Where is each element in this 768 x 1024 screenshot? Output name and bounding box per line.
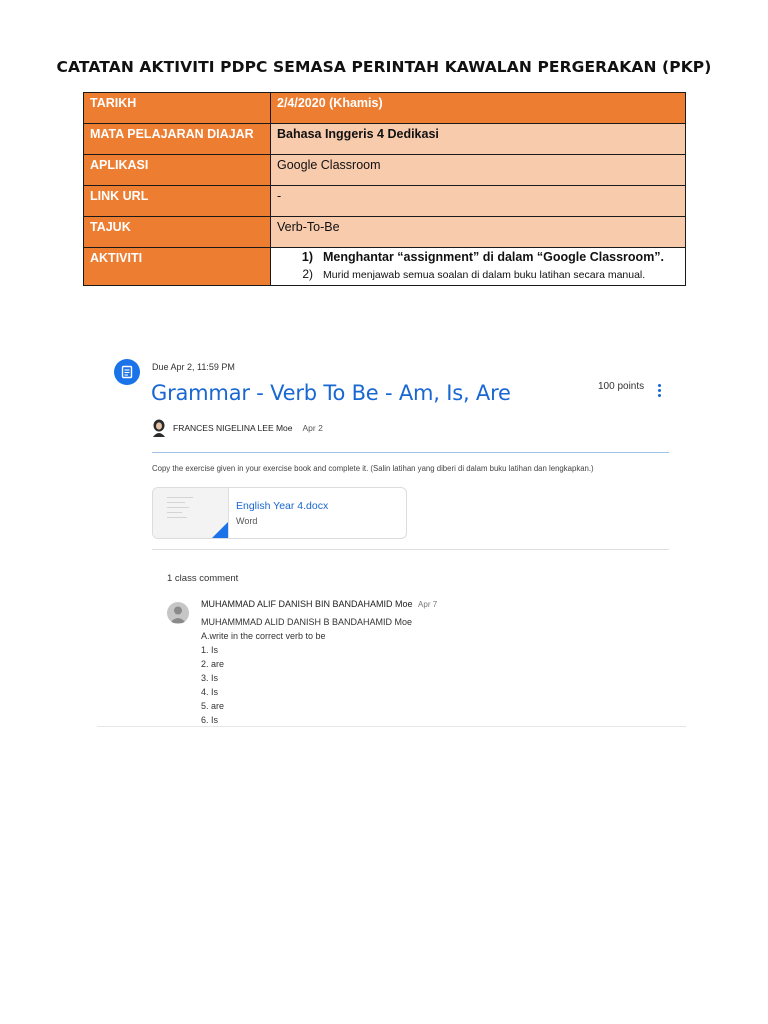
author-row — [151, 419, 323, 437]
comment-header — [201, 599, 437, 609]
word-corner-icon — [212, 522, 228, 538]
table-row-topic — [84, 217, 686, 248]
document-thumbnail — [153, 488, 229, 538]
list-item — [277, 266, 679, 284]
comment-line: 3. Is — [201, 673, 219, 683]
list-number: 1) — [301, 250, 313, 264]
due-date: Due Apr 2, 11:59 PM — [152, 362, 235, 372]
divider — [152, 549, 669, 550]
comment-date: Apr 7 — [418, 600, 438, 609]
row-value: 2/4/2020 (Khamis) — [271, 93, 686, 124]
divider — [152, 452, 669, 453]
table-row-subject — [84, 124, 686, 155]
table-row-activity — [84, 248, 686, 286]
list-item — [277, 249, 679, 266]
row-value: Google Classroom — [271, 155, 686, 186]
attachment-type: Word — [236, 516, 258, 526]
more-vert-icon[interactable] — [653, 382, 665, 398]
document-title: CATATAN AKTIVITI PDPC SEMASA PERINTAH KAWALAN PERGERAKAN (PKP) — [56, 58, 712, 76]
comment-line: A.write in the correct verb to be — [201, 631, 326, 641]
row-label: TARIKH — [84, 93, 271, 124]
comment-line: 6. Is — [201, 715, 219, 725]
assignment-icon — [114, 359, 140, 385]
row-value: Bahasa Inggeris 4 Dedikasi — [271, 124, 686, 155]
row-label: APLIKASI — [84, 155, 271, 186]
points-label: 100 points — [598, 381, 645, 392]
attachment-card[interactable] — [152, 487, 407, 539]
comment-line: 1. Is — [201, 645, 219, 655]
activity-list-cell — [271, 248, 686, 286]
table-row-tarikh — [84, 93, 686, 124]
author-name: FRANCES NIGELINA LEE Moe — [173, 423, 293, 433]
activity-list — [277, 249, 679, 284]
commenter-name: MUHAMMAD ALIF DANISH BIN BANDAHAMID Moe — [201, 599, 413, 609]
list-number: 2) — [302, 267, 313, 281]
assignment-instructions: Copy the exercise given in your exercise book and complete it. (Salin latihan yang diberi di dalam buku latihan dan lengkapkan.) — [152, 464, 594, 473]
posted-date: Apr 2 — [302, 423, 323, 433]
table-row-link-url — [84, 186, 686, 217]
list-text: Menghantar “assignment” di dalam “Google Classroom”. — [323, 250, 665, 264]
comment-line: 2. are — [201, 659, 225, 669]
author-avatar — [151, 419, 167, 437]
row-value: Verb-To-Be — [271, 217, 686, 248]
commenter-avatar — [167, 602, 189, 624]
row-label: MATA PELAJARAN DIAJAR — [84, 124, 271, 155]
comment-line: 4. Is — [201, 687, 219, 697]
row-label: AKTIVITI — [84, 248, 271, 286]
attachment-name[interactable]: English Year 4.docx — [236, 500, 329, 512]
classroom-assignment-screenshot — [97, 342, 686, 727]
comment-line: MUHAMMMAD ALID DANISH B BANDAHAMID Moe — [201, 617, 413, 627]
row-value: - — [271, 186, 686, 217]
comment-count[interactable]: 1 class comment — [167, 573, 239, 584]
row-label: LINK URL — [84, 186, 271, 217]
assignment-title[interactable]: Grammar - Verb To Be - Am, Is, Are — [151, 381, 511, 405]
list-text: Murid menjawab semua soalan di dalam buku latihan secara manual. — [323, 269, 646, 281]
table-row-application — [84, 155, 686, 186]
comment-body — [201, 615, 412, 727]
row-label: TAJUK — [84, 217, 271, 248]
activity-record-table — [83, 92, 686, 286]
comment-line: 5. are — [201, 701, 225, 711]
